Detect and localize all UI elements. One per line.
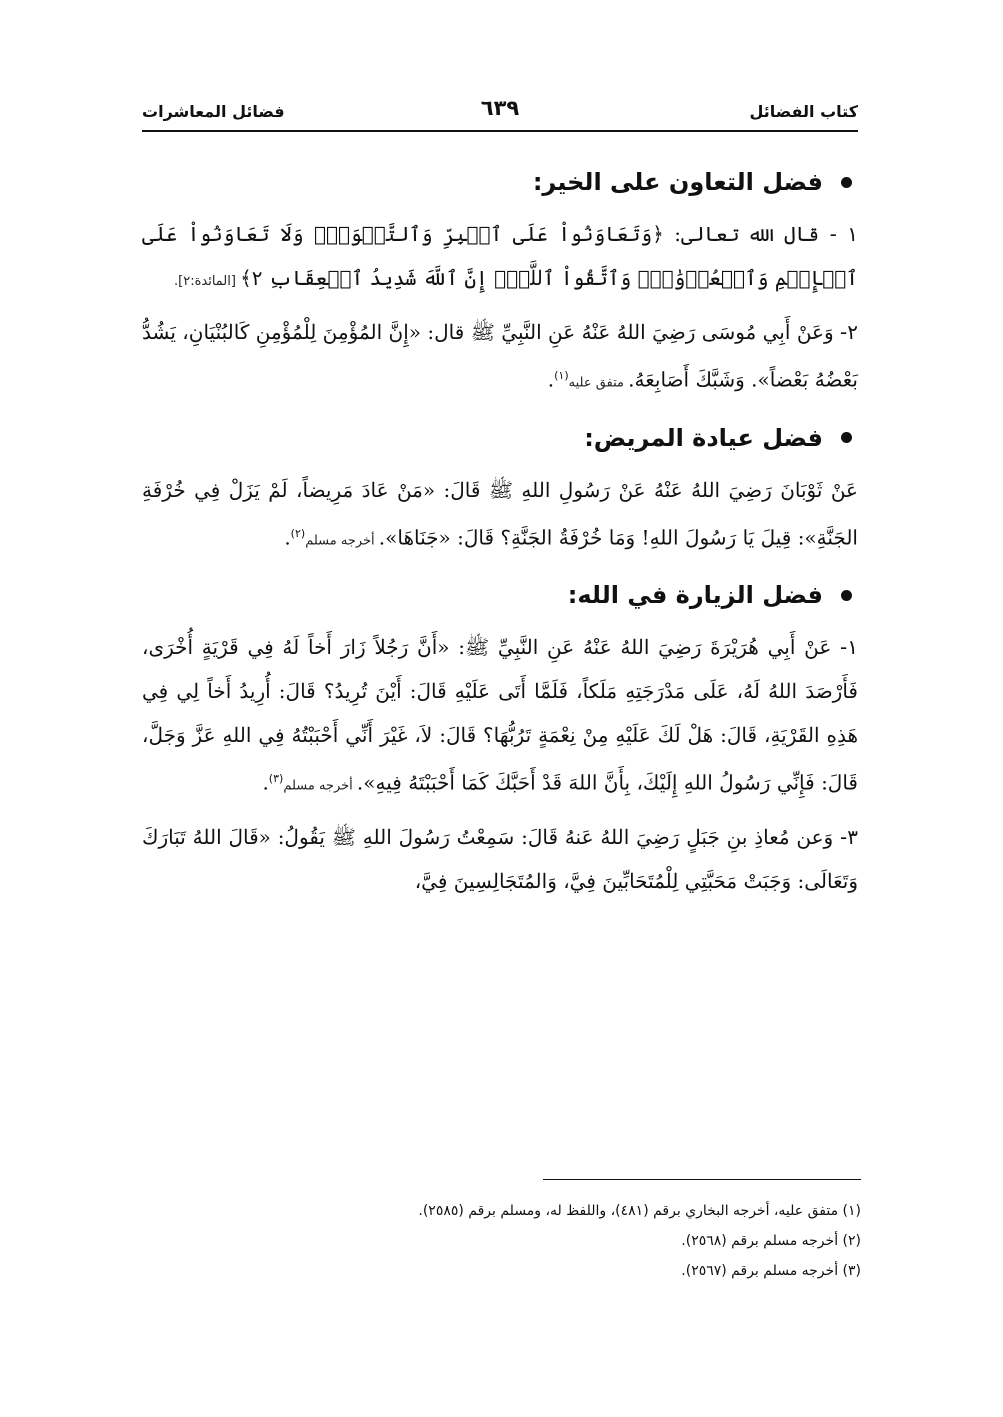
section-heading <box>142 573 858 617</box>
section-heading <box>142 160 858 204</box>
section-heading-text: فضل عيادة المريض: <box>584 423 823 452</box>
footnote: (٣) أخرجه مسلم برقم (٢٥٦٧). <box>681 1263 861 1279</box>
paragraph-text: عَنْ أَبِي هُرَيْرَةَ رَضِيَ اللهُ عَنْهُ عَنِ النَّبِيِّ ﷺ: «أَنَّ رَجُلاً زَارَ أَخاً لَهُ فِي قَرْيَةٍ أُخْرَى، فَأَرْصَدَ اللهُ لَهُ، عَلَى مَدْرَجَتِهِ مَلَكاً، فَلَمَّا أَتَى عَلَيْهِ قَالَ: أَيْنَ تُرِيدُ؟ قَالَ: أُرِيدُ أَخاً لِي فِي هَذِهِ القَرْيَةِ، قَالَ: هَلْ لَكَ عَلَيْهِ مِنْ نِعْمَةٍ تَرُبُّهَا؟ قَالَ: لاَ، غَيْرَ أَنِّي أَحْبَبْتُهُ فِي اللهِ عَزَّ وَجَلَّ، قَالَ: فَإِنِّي رَسُولُ اللهِ إِلَيْكَ، بِأَنَّ اللهَ قَدْ أَحَبَّكَ كَمَا أَحْبَبْتَهُ فِيهِ». <box>142 635 858 795</box>
paragraph <box>142 468 858 564</box>
paragraph-tail: . <box>547 367 555 392</box>
section-heading-text: فضل التعاون على الخير: <box>532 168 823 196</box>
bullet-icon <box>841 177 852 188</box>
source-reference: أخرجه مسلم <box>283 778 357 794</box>
paragraph-tail: . <box>262 770 269 795</box>
paragraph-text: وَعَنْ أَبِي مُوسَى رَضِيَ اللهُ عَنْهُ عَنِ النَّبِيِّ ﷺ قال: «إِنَّ المُؤْمِنَ لِلْمُؤْمِنِ كَالبُنْيَانِ، يَشُدُّ بَعْضُهُ بَعْضاً». وَشَبَّكَ أَصَابِعَهُ. <box>142 320 858 392</box>
section-heading <box>142 416 858 460</box>
footnote: (٢) أخرجه مسلم برقم (٢٥٦٨). <box>681 1233 861 1249</box>
paragraph-tail: . <box>284 525 291 550</box>
item-number: ٣- <box>833 824 858 849</box>
paragraph <box>142 212 858 304</box>
chapter-title: فضائل المعاشرات <box>142 102 285 121</box>
page-number: ٦٣٩ <box>480 96 520 120</box>
item-number: ٢- <box>833 320 858 344</box>
footnote-marker: (٢) <box>290 526 306 540</box>
source-reference: متفق عليه <box>568 375 629 391</box>
footnote-marker: (٣) <box>268 772 284 786</box>
bullet-icon <box>841 432 852 443</box>
source-reference: أخرجه مسلم <box>305 533 379 549</box>
paragraph-text: وَعن مُعاذِ بنِ جَبَلٍ رَضِيَ اللهُ عَنهُ قَالَ: سَمِعْتُ رَسُولَ اللهِ ﷺ يَقُولُ: «قَالَ اللهُ تَبَارَكَ وَتَعَالَى: وَجَبَتْ مَحَبَّتِي لِلْمُتَحَابِّينَ فِيَّ، وَالمُتَجَالِسِينَ فِيَّ، <box>142 824 858 893</box>
footnote-marker: (١) <box>554 369 569 382</box>
section-heading-text: فضل الزيارة في الله: <box>567 581 823 610</box>
running-header <box>142 96 858 132</box>
paragraph <box>142 625 858 809</box>
page-body <box>142 160 858 909</box>
footnotes <box>145 1196 861 1286</box>
paragraph <box>142 310 858 406</box>
paragraph-text: عَنْ ثَوْبَانَ رَضِيَ اللهُ عَنْهُ عَنْ رَسُولِ اللهِ ﷺ قَالَ: «مَنْ عَادَ مَرِيضاً، لَمْ يَزَلْ فِي خُرْفَةِ الجَنَّةِ»: قِيلَ يَا رَسُولَ اللهِ! وَمَا خُرْفَةُ الجَنَّةِ؟ قَالَ: «جَنَاهَا». <box>142 477 858 550</box>
footnote-separator <box>543 1179 861 1180</box>
source-reference: [المائدة:٢]. <box>173 274 241 289</box>
paragraph <box>142 815 858 903</box>
paragraph-text: قال الله تعالى: ﴿وَتَعَاوَنُواْ عَلَى ٱلۡبِرِّ وَٱلتَّقۡوَىٰۖ وَلَا تَعَاوَنُواْ عَلَى ٱلۡإِثۡمِ وَٱلۡعُدۡوَٰنِۚ وَٱتَّقُواْ ٱللَّهَۖ إِنَّ ٱللَّهَ شَدِيدُ ٱلۡعِقَابِ ٢﴾ <box>142 222 858 290</box>
item-number: ١ - <box>819 222 859 246</box>
book-title: كتاب الفضائل <box>749 102 858 121</box>
bullet-icon <box>841 590 852 601</box>
footnote: (١) متفق عليه، أخرجه البخاري برقم (٤٨١)، واللفظ له، ومسلم برقم (٢٥٨٥). <box>418 1203 861 1219</box>
item-number: ١- <box>831 635 859 660</box>
